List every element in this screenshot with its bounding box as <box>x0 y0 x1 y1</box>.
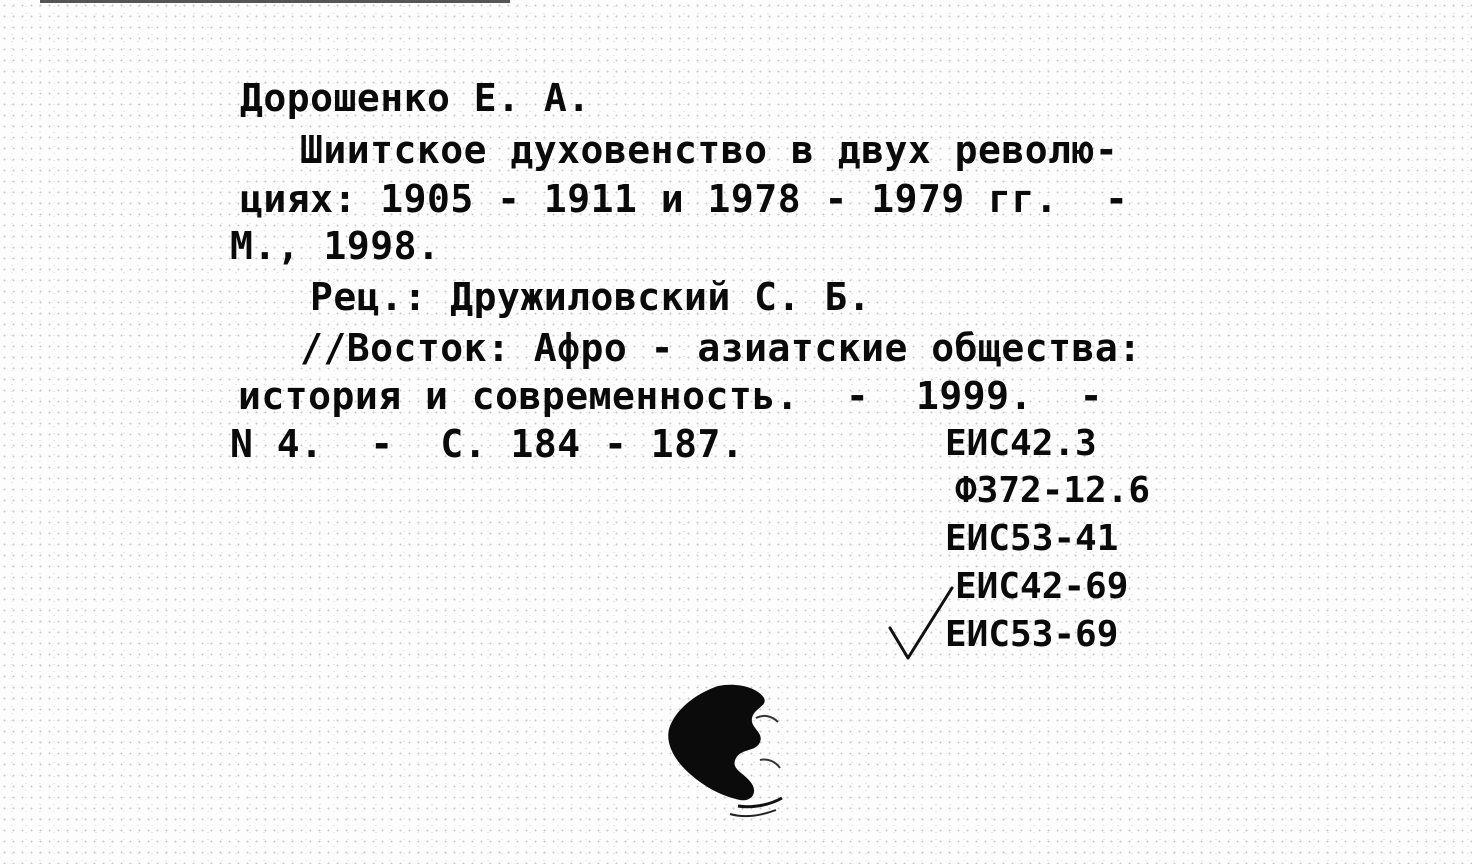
classification-code-4: ЕИС42-69 <box>955 566 1129 607</box>
review-line-1: Рец.: Дружиловский С. Б. <box>310 275 872 319</box>
top-edge-rule <box>40 0 510 3</box>
author-line: Дорошенко Е. А. <box>240 76 591 120</box>
review-line-2: //Восток: Афро - азиатские общества: <box>300 326 1142 370</box>
classification-code-5: ЕИС53-69 <box>945 614 1119 655</box>
ink-blot-icon <box>660 678 800 828</box>
review-line-3: история и современность. - 1999. - <box>238 374 1103 418</box>
checkmark-icon <box>886 582 956 662</box>
review-line-4: N 4. - С. 184 - 187. <box>230 422 745 466</box>
title-line-2: циях: 1905 - 1911 и 1978 - 1979 гг. - <box>240 177 1129 221</box>
classification-code-2: Ф372-12.6 <box>955 470 1151 511</box>
classification-code-1: ЕИС42.3 <box>945 423 1097 464</box>
title-line-3: М., 1998. <box>230 224 441 268</box>
classification-code-3: ЕИС53-41 <box>945 518 1119 559</box>
title-line-1: Шиитское духовенство в двух револю- <box>300 128 1119 172</box>
